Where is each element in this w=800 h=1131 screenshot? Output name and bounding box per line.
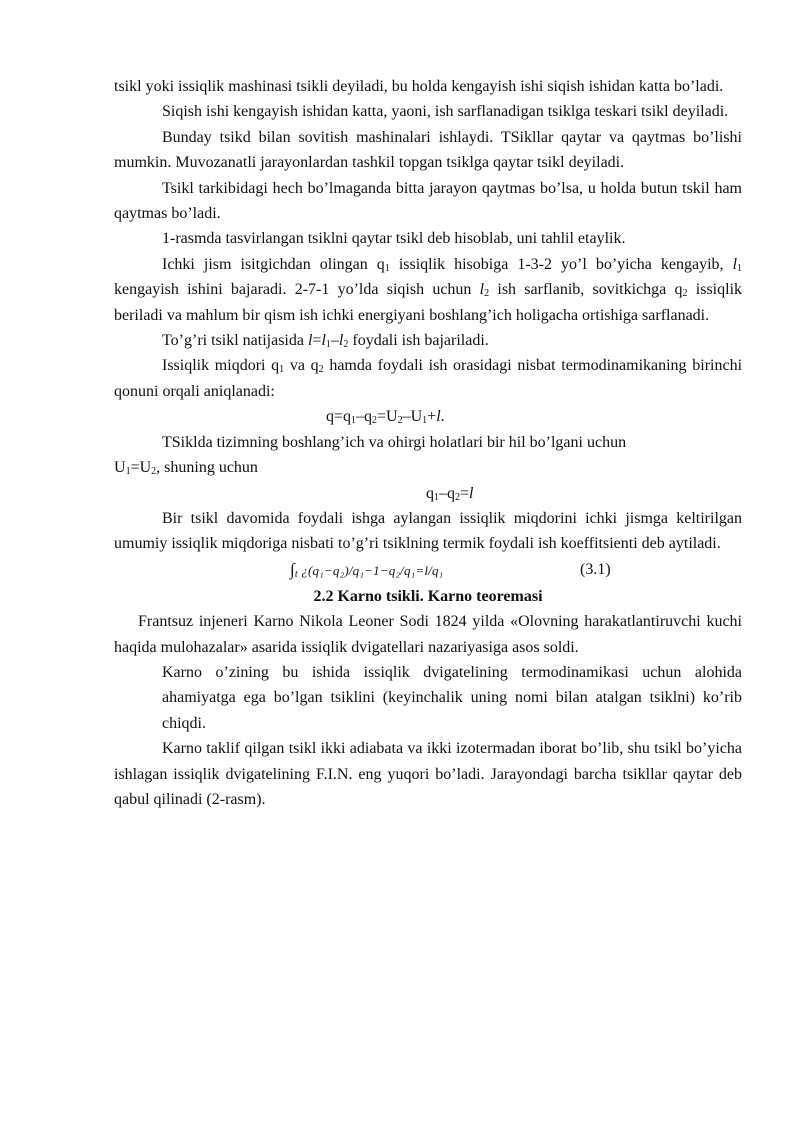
subscript: 1 (279, 364, 285, 376)
subscript: 2 (372, 415, 378, 427)
paragraph-10: Bir tsikl davomida foydali ishga aylangan issiqlik miqdorini ichki jismga keltirilgan umumiy issiqlik miqdoriga nisbati to’g’ri tsiklning termik foydali ish koeffitsienti deb aytiladi. (114, 509, 742, 553)
text-run: TSiklda tizimning boshlang’ich va ohirgi holatlari bir hil bo’lgani uchun (162, 433, 627, 451)
paragraph-7 (114, 328, 742, 353)
paragraph-6 (114, 252, 742, 328)
text-run: Ichki jism isitgichdan olingan q (162, 255, 385, 273)
equation-efficiency (114, 557, 742, 584)
symbol-l: l (479, 281, 485, 299)
text-run: kengayish ishini bajaradi. 2-7-1 yo’lda siqish uchun (114, 281, 480, 299)
subscript: 2 (343, 339, 349, 351)
subscript: 2 (682, 288, 688, 300)
symbol-l: l (307, 332, 313, 350)
efficiency-expression (290, 557, 443, 583)
text-run: To’g’ri tsikl natijasida (162, 332, 308, 350)
document-page (114, 74, 742, 812)
symbol-l: l (321, 332, 326, 350)
paragraph-12: Karno o’zining bu ishida issiqlik dvigatelining termodinamikasi uchun alohida ahamiyatga ega bo’lgan tsiklini (keyinchalik uning nomi bilan atalgan tsiklni) ko’rib chiqdi. (162, 663, 742, 732)
subscript: 2 (455, 491, 460, 503)
text-run: = (312, 332, 322, 350)
text-run: –U (402, 408, 423, 426)
text-run: – (330, 332, 339, 350)
text-run: . (440, 408, 445, 426)
text-run: –q (356, 408, 373, 426)
formula-body: ¿(q₁−q₂)/q₁−1−q₂/q₁=l/q₁ (297, 562, 444, 578)
subscript: 1 (434, 491, 439, 503)
symbol-l: l (469, 484, 474, 502)
subscript: 2 (397, 415, 403, 427)
text-run: ish sarflanib, sovitkichga q (489, 281, 683, 299)
paragraph-11: Frantsuz injeneri Karno Nikola Leoner Sodi 1824 yilda «Olovning harakatlantiruvchi kuchi haqida mulohazalar» asarida issiqlik dvigatellari nazariyasiga asos soldi. (114, 613, 742, 656)
text-run: foydali ish bajariladi. (348, 332, 489, 350)
text-run: q=q (326, 408, 352, 426)
text-run: = (460, 484, 470, 502)
paragraph-1: tsikl yoki issiqlik mashinasi tsikli deyiladi, bu holda kengayish ishi siqish ishidan katta bo’ladi. (114, 78, 724, 95)
subscript: 2 (318, 364, 324, 376)
text-run: , shuning uchun (156, 459, 258, 477)
subscript: t (294, 568, 298, 580)
symbol-l: l (732, 255, 738, 273)
text-run: –q (439, 484, 455, 502)
subscript: 1 (384, 262, 390, 274)
integral-sign: ∫ (290, 559, 295, 579)
subscript: 1 (125, 466, 131, 478)
paragraph-4: Tsikl tarkibidagi hech bo’lmaganda bitta jarayon qaytmas bo’lsa, u holda butun tskil ham qaytmas bo’ladi. (114, 179, 742, 223)
text-run: =U (130, 459, 152, 477)
text-run: q (426, 484, 434, 502)
equation-first-law (114, 404, 742, 429)
text-run: + (427, 408, 437, 426)
subscript: 1 (325, 339, 331, 351)
paragraph-8 (114, 353, 742, 404)
subscript: 2 (484, 288, 490, 300)
equation-number: (3.1) (580, 560, 611, 578)
paragraph-2: Siqish ishi kengayish ishidan katta, yaoni, ish sarflanadigan tsiklga teskari tsikl deyiladi. (162, 103, 729, 121)
subscript: 2 (151, 466, 157, 478)
symbol-l: l (436, 408, 441, 426)
paragraph-3: Bunday tsikd bilan sovitish mashinalari ishlaydi. TSikllar qaytar va qaytmas bo’lishi mumkin. Muvozanatli jarayonlardan tashkil topgan tsiklga qaytar tsikl deyiladi. (114, 128, 742, 172)
subscript: 1 (351, 415, 357, 427)
paragraph-9-continued (114, 455, 742, 480)
subscript: 1 (737, 262, 743, 274)
text-run: hamda foydali ish orasidagi nisbat termodinamikaning birinchi qonuni orqali aniqlanadi: (114, 357, 743, 400)
paragraph-9 (114, 430, 742, 455)
text-run: issiqlik beriladi va mahlum bir qism ish ichki energiyani boshlang’ich holigacha ortishiga sarflanadi. (114, 281, 743, 324)
paragraph-13: Karno taklif qilgan tsikl ikki adiabata va ikki izotermadan iborat bo’lib, shu tsikl bo’yicha ishlagan issiqlik dvigatelining F.I.N. eng yuqori bo’ladi. Jarayondagi barcha tsikllar qaytar deb qabul qilinadi (2-rasm). (114, 740, 742, 808)
section-heading: 2.2 Karno tsikli. Karno teoremasi (313, 587, 543, 605)
paragraph-5: 1-rasmda tasvirlangan tsiklni qaytar tsikl deb hisoblab, uni tahlil etaylik. (162, 230, 626, 248)
text-run: va q (284, 357, 319, 375)
equation-work (114, 481, 742, 506)
text-run: Issiqlik miqdori q (162, 357, 280, 375)
text-run: =U (377, 408, 398, 426)
text-run: U (114, 459, 126, 477)
symbol-l: l (338, 332, 344, 350)
text-run: issiqlik hisobiga 1-3-2 yo’l bo’yicha kengayib, (389, 255, 733, 273)
subscript: 1 (422, 415, 428, 427)
